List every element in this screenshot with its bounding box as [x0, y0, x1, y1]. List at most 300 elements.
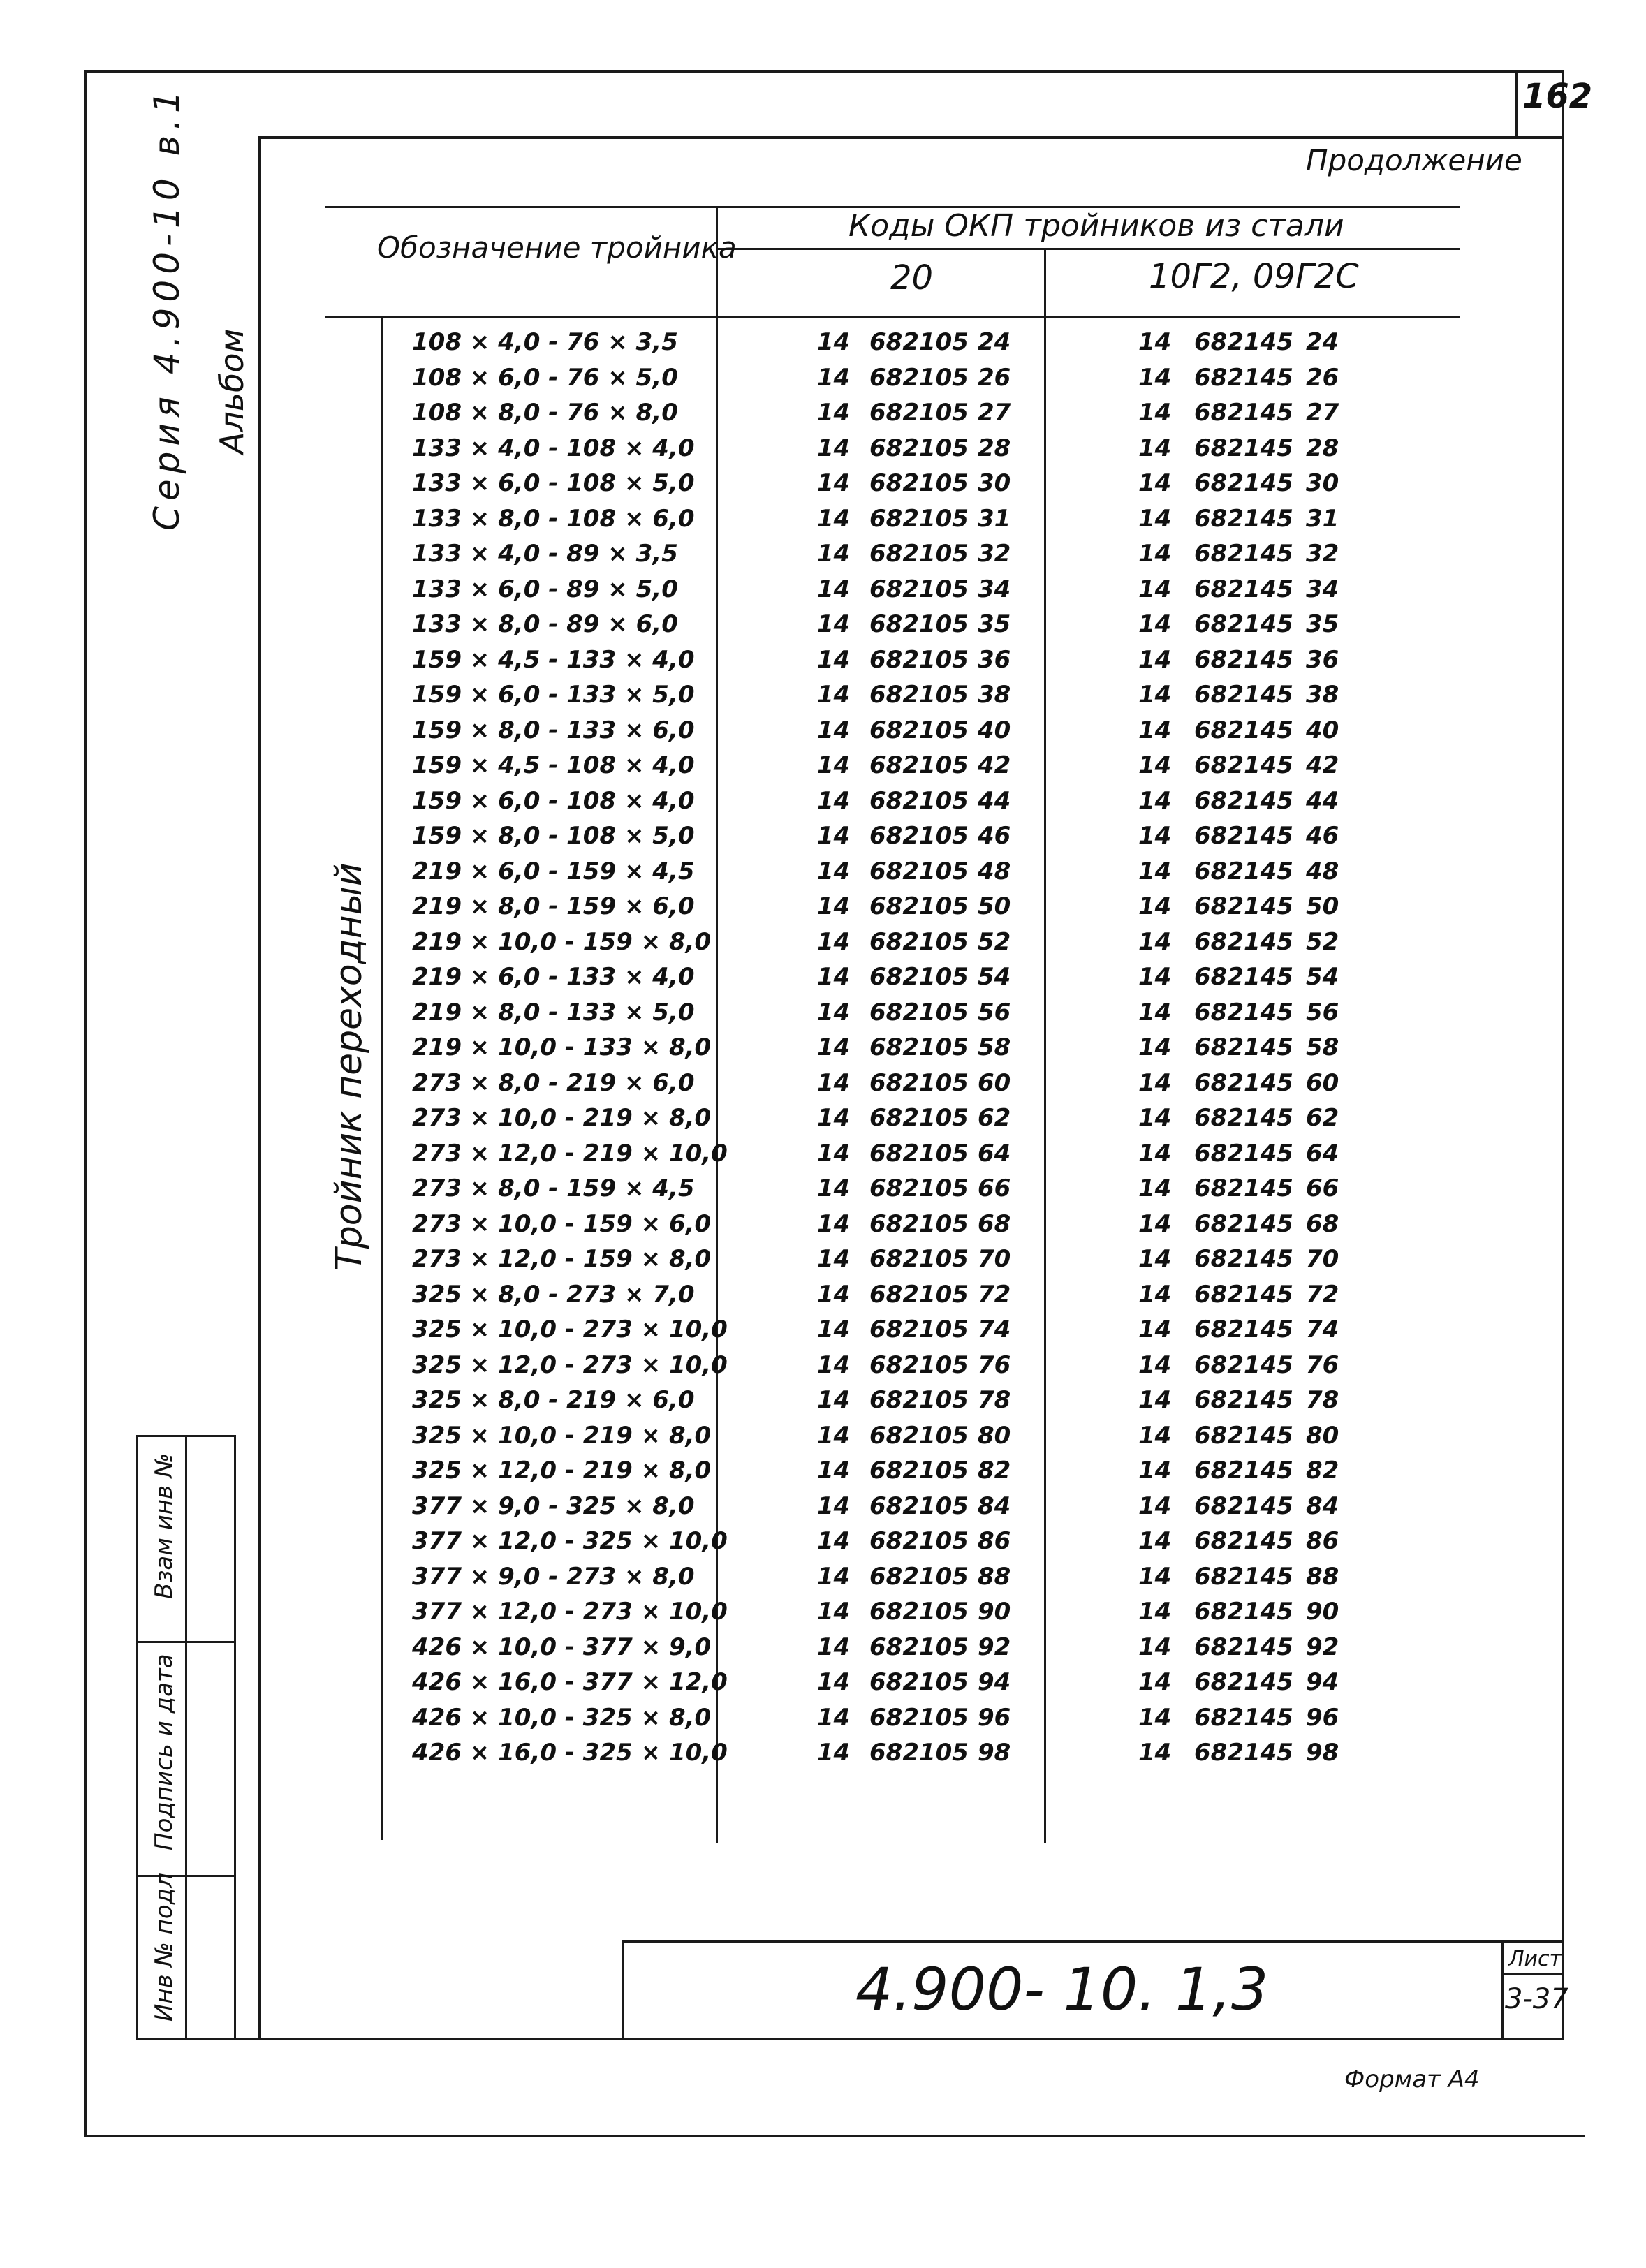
- code-20-suffix: 86: [978, 1527, 1011, 1555]
- code-20-suffix: 88: [978, 1562, 1011, 1591]
- outer-border-top: [84, 70, 1564, 73]
- code-10g2-suffix: 58: [1306, 1033, 1339, 1061]
- code-20-prefix: 14: [817, 1739, 851, 1767]
- table-row: [0, 1140, 1646, 1174]
- code-20-body: 682105: [869, 469, 969, 497]
- code-10g2-suffix: 74: [1306, 1316, 1339, 1343]
- code-20-suffix: 64: [978, 1139, 1011, 1168]
- code-20-body: 682105: [869, 681, 969, 709]
- code-10g2-prefix: 14: [1138, 1316, 1172, 1343]
- code-10g2-body: 682145: [1194, 575, 1293, 603]
- table-row: [0, 328, 1646, 363]
- code-10g2-suffix: 32: [1306, 540, 1339, 568]
- code-10g2-body: 682145: [1194, 1209, 1293, 1238]
- designation-cell: 159 × 4,5 - 133 × 4,0: [412, 645, 695, 674]
- code-20-prefix: 14: [817, 1104, 851, 1132]
- code-20-body: 682105: [869, 786, 969, 815]
- code-10g2-suffix: 56: [1306, 998, 1339, 1026]
- table-row: [0, 1069, 1646, 1104]
- stamp-sign-date: Подпись и дата: [150, 1654, 178, 1850]
- header-codes: Коды ОКП тройников из стали: [848, 208, 1344, 244]
- code-10g2-prefix: 14: [1138, 1703, 1172, 1732]
- table-row: [0, 1563, 1646, 1598]
- code-20-prefix: 14: [817, 1598, 851, 1626]
- designation-cell: 273 × 10,0 - 159 × 6,0: [412, 1209, 712, 1238]
- code-20-body: 682105: [869, 1350, 969, 1379]
- code-20-suffix: 31: [978, 504, 1011, 533]
- designation-cell: 426 × 16,0 - 325 × 10,0: [412, 1739, 728, 1767]
- designation-cell: 377 × 12,0 - 273 × 10,0: [412, 1598, 728, 1626]
- code-20-suffix: 68: [978, 1209, 1011, 1238]
- designation-cell: 273 × 8,0 - 159 × 4,5: [412, 1174, 695, 1202]
- code-20-prefix: 14: [817, 1280, 851, 1309]
- table-row: [0, 822, 1646, 857]
- code-20-prefix: 14: [817, 363, 851, 392]
- table-row: [0, 1527, 1646, 1562]
- code-10g2-body: 682145: [1194, 1139, 1293, 1168]
- table-row: [0, 505, 1646, 540]
- code-20-body: 682105: [869, 1316, 969, 1343]
- code-10g2-body: 682145: [1194, 1527, 1293, 1555]
- code-20-prefix: 14: [817, 1174, 851, 1202]
- code-10g2-body: 682145: [1194, 363, 1293, 392]
- table-header-mid: [716, 248, 1460, 250]
- table-row: [0, 1457, 1646, 1492]
- code-20-suffix: 58: [978, 1033, 1011, 1061]
- code-20-body: 682105: [869, 399, 969, 427]
- designation-cell: 426 × 10,0 - 377 × 9,0: [412, 1633, 712, 1661]
- code-20-prefix: 14: [817, 399, 851, 427]
- code-10g2-body: 682145: [1194, 399, 1293, 427]
- code-10g2-suffix: 66: [1306, 1174, 1339, 1202]
- header-steel-20: 20: [890, 258, 934, 297]
- code-20-body: 682105: [869, 540, 969, 568]
- code-10g2-prefix: 14: [1138, 610, 1172, 638]
- stamp-inv-orig: Инв № подл: [150, 1873, 178, 2022]
- code-20-suffix: 48: [978, 857, 1011, 885]
- code-20-prefix: 14: [817, 1457, 851, 1485]
- code-20-body: 682105: [869, 1739, 969, 1767]
- designation-cell: 377 × 12,0 - 325 × 10,0: [412, 1527, 728, 1555]
- table-row: [0, 892, 1646, 927]
- code-20-body: 682105: [869, 998, 969, 1026]
- code-20-suffix: 82: [978, 1457, 1011, 1485]
- code-10g2-prefix: 14: [1138, 1174, 1172, 1202]
- designation-cell: 325 × 8,0 - 219 × 6,0: [412, 1386, 695, 1414]
- code-20-body: 682105: [869, 1703, 969, 1732]
- table-row: [0, 857, 1646, 892]
- table-row: [0, 1210, 1646, 1245]
- code-20-suffix: 66: [978, 1174, 1011, 1202]
- code-20-suffix: 44: [978, 786, 1011, 815]
- code-10g2-body: 682145: [1194, 1562, 1293, 1591]
- code-20-body: 682105: [869, 328, 969, 356]
- code-10g2-prefix: 14: [1138, 927, 1172, 956]
- code-10g2-suffix: 96: [1306, 1703, 1339, 1732]
- code-20-prefix: 14: [817, 857, 851, 885]
- code-10g2-suffix: 76: [1306, 1350, 1339, 1379]
- designation-cell: 325 × 12,0 - 273 × 10,0: [412, 1350, 728, 1379]
- code-10g2-body: 682145: [1194, 1421, 1293, 1450]
- code-10g2-suffix: 78: [1306, 1386, 1339, 1414]
- code-10g2-prefix: 14: [1138, 1139, 1172, 1168]
- code-20-prefix: 14: [817, 1421, 851, 1450]
- designation-cell: 159 × 4,5 - 108 × 4,0: [412, 751, 695, 779]
- code-20-suffix: 56: [978, 998, 1011, 1026]
- continuation-label: Продолжение: [1306, 143, 1522, 177]
- code-20-suffix: 24: [978, 328, 1011, 356]
- table-row: [0, 1104, 1646, 1139]
- code-10g2-body: 682145: [1194, 998, 1293, 1026]
- table-row: [0, 963, 1646, 998]
- stamp-sep-1: [136, 1641, 234, 1643]
- designation-cell: 219 × 10,0 - 159 × 8,0: [412, 927, 712, 956]
- outer-border-bottom: [84, 2135, 1585, 2137]
- frame-top: [258, 136, 1564, 139]
- table-row: [0, 751, 1646, 786]
- table-row: [0, 716, 1646, 751]
- code-10g2-prefix: 14: [1138, 963, 1172, 991]
- table-row: [0, 1422, 1646, 1457]
- code-20-prefix: 14: [817, 1492, 851, 1520]
- code-10g2-body: 682145: [1194, 1245, 1293, 1273]
- code-20-prefix: 14: [817, 1068, 851, 1097]
- code-20-body: 682105: [869, 822, 969, 850]
- code-20-prefix: 14: [817, 1703, 851, 1732]
- code-20-prefix: 14: [817, 892, 851, 920]
- designation-cell: 325 × 8,0 - 273 × 7,0: [412, 1280, 695, 1309]
- code-10g2-prefix: 14: [1138, 1562, 1172, 1591]
- code-10g2-body: 682145: [1194, 1457, 1293, 1485]
- code-20-prefix: 14: [817, 998, 851, 1026]
- code-20-prefix: 14: [817, 434, 851, 462]
- code-10g2-body: 682145: [1194, 681, 1293, 709]
- code-20-suffix: 84: [978, 1492, 1011, 1520]
- designation-cell: 219 × 8,0 - 133 × 5,0: [412, 998, 695, 1026]
- code-20-prefix: 14: [817, 1386, 851, 1414]
- designation-cell: 159 × 8,0 - 133 × 6,0: [412, 716, 695, 744]
- code-20-suffix: 90: [978, 1598, 1011, 1626]
- table-row: [0, 364, 1646, 399]
- table-row: [0, 681, 1646, 716]
- code-10g2-prefix: 14: [1138, 1668, 1172, 1696]
- code-20-prefix: 14: [817, 786, 851, 815]
- code-10g2-prefix: 14: [1138, 645, 1172, 674]
- code-10g2-suffix: 44: [1306, 786, 1339, 815]
- code-20-prefix: 14: [817, 927, 851, 956]
- frame-bottom: [136, 2038, 1564, 2040]
- code-10g2-prefix: 14: [1138, 469, 1172, 497]
- code-20-body: 682105: [869, 1527, 969, 1555]
- code-20-prefix: 14: [817, 1316, 851, 1343]
- code-10g2-body: 682145: [1194, 1492, 1293, 1520]
- code-20-prefix: 14: [817, 1350, 851, 1379]
- code-10g2-body: 682145: [1194, 751, 1293, 779]
- designation-cell: 325 × 10,0 - 219 × 8,0: [412, 1421, 712, 1450]
- code-10g2-body: 682145: [1194, 1598, 1293, 1626]
- table-row: [0, 540, 1646, 575]
- code-20-suffix: 32: [978, 540, 1011, 568]
- code-10g2-suffix: 86: [1306, 1527, 1339, 1555]
- code-10g2-body: 682145: [1194, 434, 1293, 462]
- table-row: [0, 1033, 1646, 1068]
- code-20-body: 682105: [869, 751, 969, 779]
- code-10g2-body: 682145: [1194, 504, 1293, 533]
- code-10g2-prefix: 14: [1138, 1068, 1172, 1097]
- code-20-prefix: 14: [817, 1633, 851, 1661]
- title-block-designation: 4.900- 10. 1,3: [855, 1955, 1269, 2024]
- code-10g2-prefix: 14: [1138, 540, 1172, 568]
- designation-cell: 273 × 10,0 - 219 × 8,0: [412, 1104, 712, 1132]
- designation-cell: 273 × 12,0 - 219 × 10,0: [412, 1139, 728, 1168]
- code-10g2-suffix: 98: [1306, 1739, 1339, 1767]
- code-10g2-suffix: 62: [1306, 1104, 1339, 1132]
- code-10g2-suffix: 68: [1306, 1209, 1339, 1238]
- table-row: [0, 1316, 1646, 1350]
- designation-cell: 133 × 8,0 - 108 × 6,0: [412, 504, 695, 533]
- designation-cell: 159 × 6,0 - 108 × 4,0: [412, 786, 695, 815]
- code-10g2-suffix: 38: [1306, 681, 1339, 709]
- code-20-suffix: 28: [978, 434, 1011, 462]
- code-10g2-prefix: 14: [1138, 1209, 1172, 1238]
- code-10g2-suffix: 60: [1306, 1068, 1339, 1097]
- code-10g2-suffix: 30: [1306, 469, 1339, 497]
- code-20-prefix: 14: [817, 540, 851, 568]
- code-20-body: 682105: [869, 645, 969, 674]
- code-10g2-body: 682145: [1194, 786, 1293, 815]
- code-20-body: 682105: [869, 1068, 969, 1097]
- stamp-right: [234, 1435, 236, 2039]
- code-20-suffix: 35: [978, 610, 1011, 638]
- code-10g2-suffix: 34: [1306, 575, 1339, 603]
- code-10g2-body: 682145: [1194, 1633, 1293, 1661]
- table-row: [0, 646, 1646, 681]
- code-10g2-prefix: 14: [1138, 822, 1172, 850]
- table-row: [0, 469, 1646, 504]
- code-10g2-prefix: 14: [1138, 1457, 1172, 1485]
- code-10g2-prefix: 14: [1138, 1739, 1172, 1767]
- stamp-col: [185, 1435, 187, 2039]
- code-10g2-prefix: 14: [1138, 751, 1172, 779]
- code-10g2-suffix: 26: [1306, 363, 1339, 392]
- code-10g2-prefix: 14: [1138, 1104, 1172, 1132]
- code-10g2-prefix: 14: [1138, 1033, 1172, 1061]
- table-row: [0, 787, 1646, 822]
- code-20-suffix: 40: [978, 716, 1011, 744]
- code-20-suffix: 70: [978, 1245, 1011, 1273]
- code-20-prefix: 14: [817, 1209, 851, 1238]
- designation-cell: 108 × 8,0 - 76 × 8,0: [412, 399, 678, 427]
- code-10g2-prefix: 14: [1138, 786, 1172, 815]
- table-row: [0, 1174, 1646, 1209]
- code-10g2-body: 682145: [1194, 1703, 1293, 1732]
- code-20-prefix: 14: [817, 681, 851, 709]
- code-20-suffix: 80: [978, 1421, 1011, 1450]
- code-20-prefix: 14: [817, 1245, 851, 1273]
- code-20-prefix: 14: [817, 1139, 851, 1168]
- code-20-suffix: 34: [978, 575, 1011, 603]
- code-20-body: 682105: [869, 434, 969, 462]
- code-20-prefix: 14: [817, 751, 851, 779]
- designation-cell: 426 × 10,0 - 325 × 8,0: [412, 1703, 712, 1732]
- designation-cell: 219 × 10,0 - 133 × 8,0: [412, 1033, 712, 1061]
- code-20-suffix: 30: [978, 469, 1011, 497]
- designation-cell: 108 × 6,0 - 76 × 5,0: [412, 363, 678, 392]
- code-10g2-prefix: 14: [1138, 328, 1172, 356]
- code-10g2-suffix: 50: [1306, 892, 1339, 920]
- code-10g2-suffix: 48: [1306, 857, 1339, 885]
- code-10g2-body: 682145: [1194, 1739, 1293, 1767]
- code-10g2-prefix: 14: [1138, 575, 1172, 603]
- code-20-body: 682105: [869, 1633, 969, 1661]
- title-block-left: [622, 1940, 624, 2039]
- code-20-suffix: 38: [978, 681, 1011, 709]
- designation-cell: 325 × 10,0 - 273 × 10,0: [412, 1316, 728, 1343]
- code-10g2-prefix: 14: [1138, 1386, 1172, 1414]
- code-20-prefix: 14: [817, 1527, 851, 1555]
- code-20-prefix: 14: [817, 575, 851, 603]
- code-10g2-prefix: 14: [1138, 1421, 1172, 1450]
- stamp-left: [136, 1435, 138, 2039]
- table-row: [0, 1245, 1646, 1280]
- code-10g2-suffix: 36: [1306, 645, 1339, 674]
- code-20-suffix: 26: [978, 363, 1011, 392]
- code-20-suffix: 92: [978, 1633, 1011, 1661]
- code-10g2-body: 682145: [1194, 645, 1293, 674]
- code-10g2-prefix: 14: [1138, 434, 1172, 462]
- code-10g2-prefix: 14: [1138, 1598, 1172, 1626]
- table-row: [0, 1739, 1646, 1774]
- code-20-body: 682105: [869, 504, 969, 533]
- code-10g2-prefix: 14: [1138, 504, 1172, 533]
- code-20-suffix: 50: [978, 892, 1011, 920]
- code-20-prefix: 14: [817, 645, 851, 674]
- code-10g2-suffix: 84: [1306, 1492, 1339, 1520]
- code-10g2-prefix: 14: [1138, 1245, 1172, 1273]
- table-header-bottom: [325, 316, 1460, 318]
- code-10g2-body: 682145: [1194, 1033, 1293, 1061]
- format-label: Формат А4: [1344, 2066, 1480, 2093]
- code-20-body: 682105: [869, 716, 969, 744]
- table-row: [0, 999, 1646, 1033]
- title-block-sheet-number: 3-37: [1505, 1983, 1568, 2015]
- code-10g2-suffix: 54: [1306, 963, 1339, 991]
- designation-cell: 133 × 6,0 - 89 × 5,0: [412, 575, 678, 603]
- code-20-body: 682105: [869, 1280, 969, 1309]
- code-20-body: 682105: [869, 892, 969, 920]
- code-20-body: 682105: [869, 1457, 969, 1485]
- designation-cell: 133 × 4,0 - 108 × 4,0: [412, 434, 695, 462]
- designation-cell: 219 × 8,0 - 159 × 6,0: [412, 892, 695, 920]
- code-10g2-body: 682145: [1194, 1174, 1293, 1202]
- code-20-prefix: 14: [817, 963, 851, 991]
- header-designation: Обозначение тройника: [377, 230, 737, 265]
- code-10g2-suffix: 31: [1306, 504, 1339, 533]
- code-20-body: 682105: [869, 1139, 969, 1168]
- designation-cell: 273 × 8,0 - 219 × 6,0: [412, 1068, 695, 1097]
- designation-cell: 377 × 9,0 - 273 × 8,0: [412, 1562, 695, 1591]
- table-body: [0, 328, 1646, 1795]
- table-row: [0, 1281, 1646, 1316]
- table-row: [0, 928, 1646, 963]
- album-label: Альбом: [213, 328, 251, 454]
- designation-cell: 219 × 6,0 - 133 × 4,0: [412, 963, 695, 991]
- code-20-prefix: 14: [817, 822, 851, 850]
- code-10g2-prefix: 14: [1138, 1350, 1172, 1379]
- code-10g2-suffix: 72: [1306, 1280, 1339, 1309]
- table-row: [0, 1668, 1646, 1703]
- code-10g2-suffix: 27: [1306, 399, 1339, 427]
- code-20-suffix: 62: [978, 1104, 1011, 1132]
- code-10g2-prefix: 14: [1138, 892, 1172, 920]
- code-10g2-body: 682145: [1194, 716, 1293, 744]
- code-20-body: 682105: [869, 1209, 969, 1238]
- code-20-body: 682105: [869, 1245, 969, 1273]
- code-20-suffix: 72: [978, 1280, 1011, 1309]
- code-10g2-body: 682145: [1194, 1386, 1293, 1414]
- code-20-body: 682105: [869, 1562, 969, 1591]
- code-10g2-prefix: 14: [1138, 998, 1172, 1026]
- code-10g2-prefix: 14: [1138, 1633, 1172, 1661]
- code-10g2-prefix: 14: [1138, 716, 1172, 744]
- code-10g2-suffix: 42: [1306, 751, 1339, 779]
- table-row: [0, 434, 1646, 469]
- code-20-body: 682105: [869, 1104, 969, 1132]
- code-10g2-suffix: 82: [1306, 1457, 1339, 1485]
- code-10g2-prefix: 14: [1138, 399, 1172, 427]
- table-row: [0, 1351, 1646, 1386]
- code-20-suffix: 36: [978, 645, 1011, 674]
- code-20-body: 682105: [869, 1668, 969, 1696]
- code-10g2-body: 682145: [1194, 1068, 1293, 1097]
- code-20-body: 682105: [869, 927, 969, 956]
- table-row: [0, 1633, 1646, 1668]
- code-10g2-body: 682145: [1194, 822, 1293, 850]
- code-20-suffix: 46: [978, 822, 1011, 850]
- code-20-body: 682105: [869, 363, 969, 392]
- code-20-suffix: 54: [978, 963, 1011, 991]
- code-10g2-body: 682145: [1194, 610, 1293, 638]
- code-10g2-suffix: 88: [1306, 1562, 1339, 1591]
- code-20-prefix: 14: [817, 504, 851, 533]
- code-10g2-suffix: 52: [1306, 927, 1339, 956]
- code-20-suffix: 96: [978, 1703, 1011, 1732]
- code-20-prefix: 14: [817, 469, 851, 497]
- code-20-suffix: 27: [978, 399, 1011, 427]
- page-number-box-left: [1515, 70, 1518, 136]
- designation-cell: 325 × 12,0 - 219 × 8,0: [412, 1457, 712, 1485]
- designation-cell: 133 × 8,0 - 89 × 6,0: [412, 610, 678, 638]
- code-10g2-body: 682145: [1194, 1316, 1293, 1343]
- code-10g2-prefix: 14: [1138, 363, 1172, 392]
- code-10g2-suffix: 80: [1306, 1421, 1339, 1450]
- code-20-prefix: 14: [817, 716, 851, 744]
- code-20-body: 682105: [869, 1492, 969, 1520]
- code-10g2-prefix: 14: [1138, 681, 1172, 709]
- code-20-prefix: 14: [817, 1668, 851, 1696]
- code-10g2-body: 682145: [1194, 540, 1293, 568]
- group-label: Тройник переходный: [328, 862, 370, 1271]
- code-10g2-body: 682145: [1194, 1350, 1293, 1379]
- designation-cell: 133 × 4,0 - 89 × 3,5: [412, 540, 678, 568]
- code-20-body: 682105: [869, 575, 969, 603]
- code-20-suffix: 42: [978, 751, 1011, 779]
- table-row: [0, 1386, 1646, 1421]
- code-20-suffix: 76: [978, 1350, 1011, 1379]
- code-10g2-prefix: 14: [1138, 1527, 1172, 1555]
- code-20-body: 682105: [869, 857, 969, 885]
- code-20-suffix: 94: [978, 1668, 1011, 1696]
